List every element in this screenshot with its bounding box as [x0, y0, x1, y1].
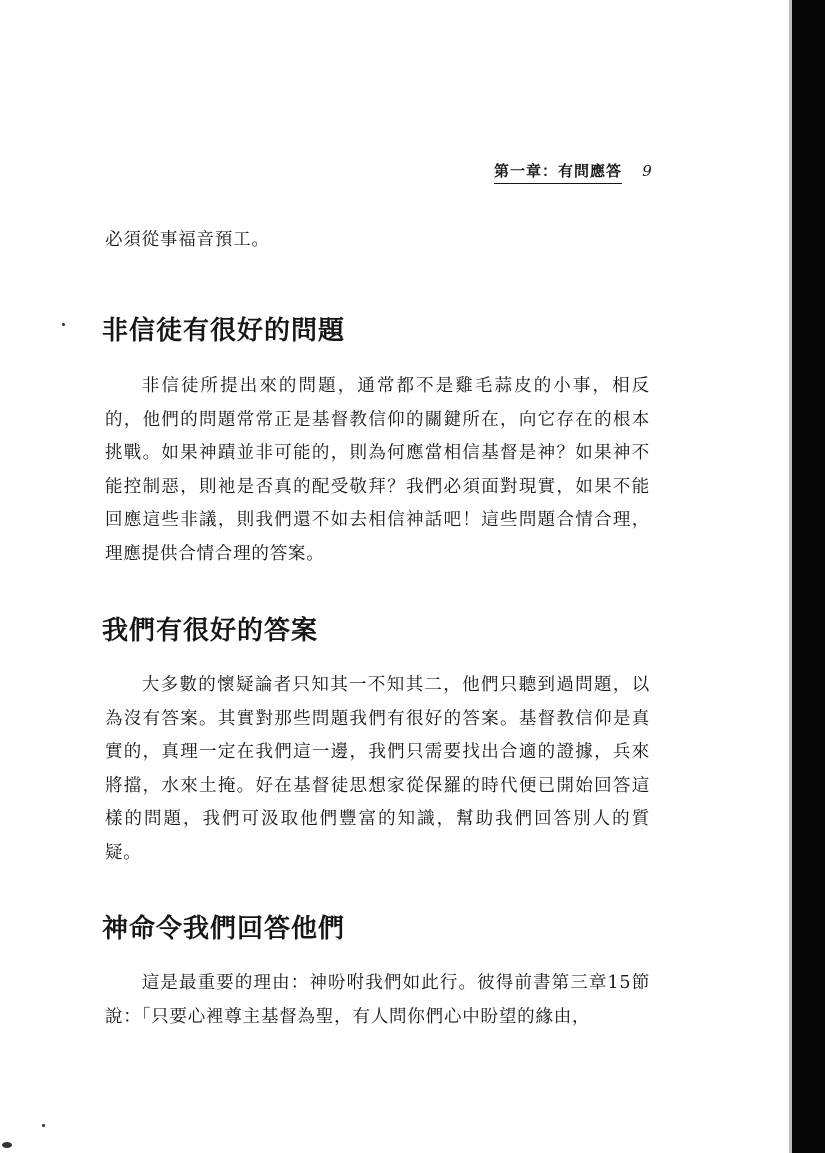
paragraph-continuation: [105, 224, 650, 258]
paragraph-3: [105, 967, 650, 1034]
page-number: 9: [642, 162, 653, 180]
running-head: [494, 160, 654, 184]
section-heading-3: 神命令我們回答他們: [102, 914, 346, 944]
paragraph-text: 大多數的懷疑論者只知其一不知其二，他們只聽到過問題，以為沒有答案。其實對那些問題我們有很好的答案。基督教信仰是真實的，真理一定在我們這一邊，我們只需要找出合適的證據，兵來將擋，水來土掩。好在基督徒思想家從保羅的時代便已開始回答這樣的問題，我們可汲取他們豐富的知識，幫助我們回答別人的質疑。: [105, 675, 650, 863]
scan-speck: [42, 1124, 45, 1127]
chapter-title: 第一章：有問應答: [494, 160, 622, 184]
section-heading-2: 我們有很好的答案: [102, 616, 319, 646]
paragraph-2: [105, 669, 650, 870]
paragraph-text: 必須從事福音預工。: [105, 230, 270, 250]
paragraph-1: [105, 370, 650, 571]
paragraph-text: 非信徒所提出來的問題，通常都不是雞毛蒜皮的小事，相反的，他們的問題常常正是基督教信仰的關鍵所在，向它存在的根本挑戰。如果神蹟並非可能的，則為何應當相信基督是神？如果神不能控制惡，則祂是否真的配受敬拜？我們必須面對現實，如果不能回應這些非議，則我們還不如去相信神話吧！這些問題合情合理，理應提供合情合理的答案。: [105, 376, 650, 564]
scan-border: [792, 0, 825, 1153]
section-heading-1: 非信徒有很好的問題: [102, 316, 346, 346]
scan-speck: [2, 1142, 12, 1148]
paragraph-text: 這是最重要的理由：神吩咐我們如此行。彼得前書第三章15節說：「只要心裡尊主基督為聖，有人問你們心中盼望的緣由，: [105, 973, 650, 1027]
scan-speck: [62, 323, 65, 326]
